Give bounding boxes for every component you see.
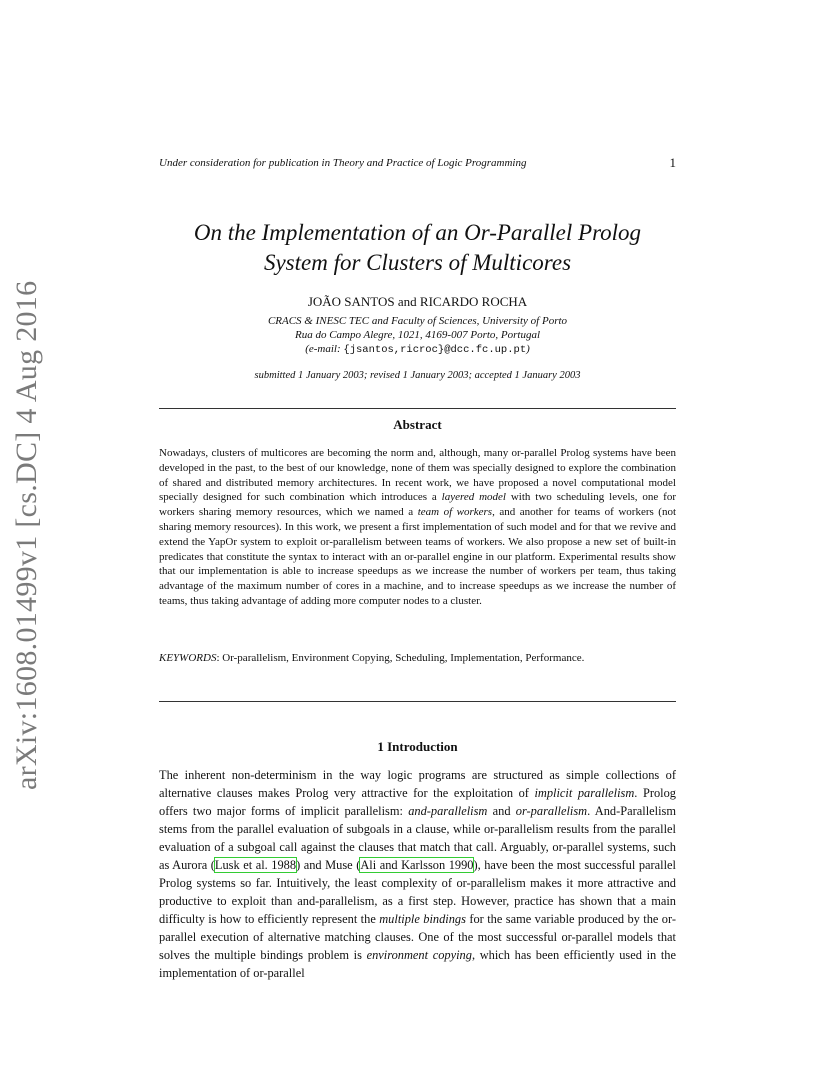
intro-text-4: . And-Parallelism stems from the parallel evaluation of subgoals in a clause, while or-parallelism results from the parallel evaluation of a subgoal call against the clauses that match that call. Arguably, or-parallel systems, such as Aurora ( xyxy=(159,804,677,872)
intro-text-5: ) and Muse ( xyxy=(296,858,361,872)
abstract-emphasis-1: layered model xyxy=(441,491,506,504)
authors: JOÃO SANTOS and RICARDO ROCHA xyxy=(307,294,528,309)
abstract-text-1: Nowadays, clusters of multicores are becoming the norm and, although, many or-parallel Prolog systems have been developed in the past, to the best of our knowledge, none of them was specially designed to explore the combination of shared and distributed memory architectures. In recent work, we have proposed a novel computational model specially designed for such combination which introduces a xyxy=(159,447,676,504)
affiliation xyxy=(159,314,676,357)
intro-text-3: and xyxy=(487,804,516,818)
title-line-2: System for Clusters of Multicores xyxy=(263,250,572,275)
citation-link-ali[interactable]: Ali and Karlsson 1990 xyxy=(360,858,474,872)
intro-emphasis-4: multiple bindings xyxy=(379,912,466,926)
keywords-text: : Or-parallelism, Environment Copying, Scheduling, Implementation, Performance. xyxy=(216,652,585,664)
intro-text-1: The inherent non-determinism in the way logic programs are structured as simple collections of alternative clauses makes Prolog very attractive for the exploitation of xyxy=(159,768,676,800)
title-line-1: On the Implementation of an Or-Parallel Prolog xyxy=(193,220,642,245)
email-line xyxy=(159,342,676,357)
intro-body xyxy=(159,766,676,982)
keywords-label: KEYWORDS xyxy=(159,652,217,664)
intro-emphasis-3: or-parallelism xyxy=(515,804,588,818)
intro-text-7: for the same variable produced by the or-parallel execution of alternative matching clauses. One of the most successful or-parallel models that solves the multiple bindings problem is xyxy=(159,912,676,962)
intro-text-2: . Prolog offers two major forms of implicit parallelism: xyxy=(159,786,676,818)
abstract-text-3: , and another for teams of workers (not sharing memory resources). In this work, we present a first implementation of such model and for that we revive and extend the YapOr system to exploit or-parallelism between teams of workers. We also propose a new set of built-in predicates that constitute the syntax to interact with an or-parallel engine in our platform. Experimental results show that our implementation is able to increase speedups as we increase the number of workers per team, thus taking advantage of the maximum number of cores in a machine, and to increase speedups as we increase the number of teams, thus taking advantage of adding more computer nodes to a cluster. xyxy=(159,506,677,607)
section-heading: 1 Introduction xyxy=(377,739,458,754)
submission-dates: submitted 1 January 2003; revised 1 January 2003; accepted 1 January 2003 xyxy=(254,370,581,381)
top-divider xyxy=(159,408,676,409)
abstract-text-2: with two scheduling levels, one for workers sharing memory resources, which we named a xyxy=(159,491,676,519)
intro-text-8: , which has been efficiently used in the implementation of or-parallel xyxy=(159,948,676,980)
arxiv-stamp: arXiv:1608.01499v1 [cs.DC] 4 Aug 2016 xyxy=(10,280,43,790)
abstract-heading: Abstract xyxy=(393,417,442,432)
email-address[interactable]: {jsantos,ricroc}@dcc.fc.up.pt xyxy=(343,344,527,356)
abstract-emphasis-2: team of workers xyxy=(417,506,493,519)
affiliation-line-2: Rua do Campo Alegre, 1021, 4169-007 Porto, Portugal xyxy=(294,329,541,341)
keywords xyxy=(159,652,676,664)
running-head: Under consideration for publication in Theory and Practice of Logic Programming xyxy=(159,157,527,169)
abstract-body xyxy=(159,446,676,609)
intro-emphasis-2: and-parallelism xyxy=(408,804,488,818)
bottom-divider xyxy=(159,701,676,702)
running-header xyxy=(159,157,676,169)
affiliation-line-1: CRACS & INESC TEC and Faculty of Sciences, University of Porto xyxy=(267,315,568,327)
intro-text-6: ), have been the most successful parallel Prolog systems so far. Intuitively, the least complexity of or-parallelism makes it more attractive and productive to exploit than and-parallelism, as a first step. However, practice has shown that a main difficulty is how to efficiently represent the xyxy=(159,858,676,926)
paper-title xyxy=(159,218,676,278)
intro-emphasis-1: implicit parallelism xyxy=(534,786,635,800)
email-suffix: ) xyxy=(526,343,530,355)
citation-link-lusk[interactable]: Lusk et al. 1988 xyxy=(214,858,297,872)
intro-emphasis-5: environment copying xyxy=(366,948,472,962)
page-number: 1 xyxy=(669,155,676,170)
email-prefix: (e-mail: xyxy=(305,343,344,355)
